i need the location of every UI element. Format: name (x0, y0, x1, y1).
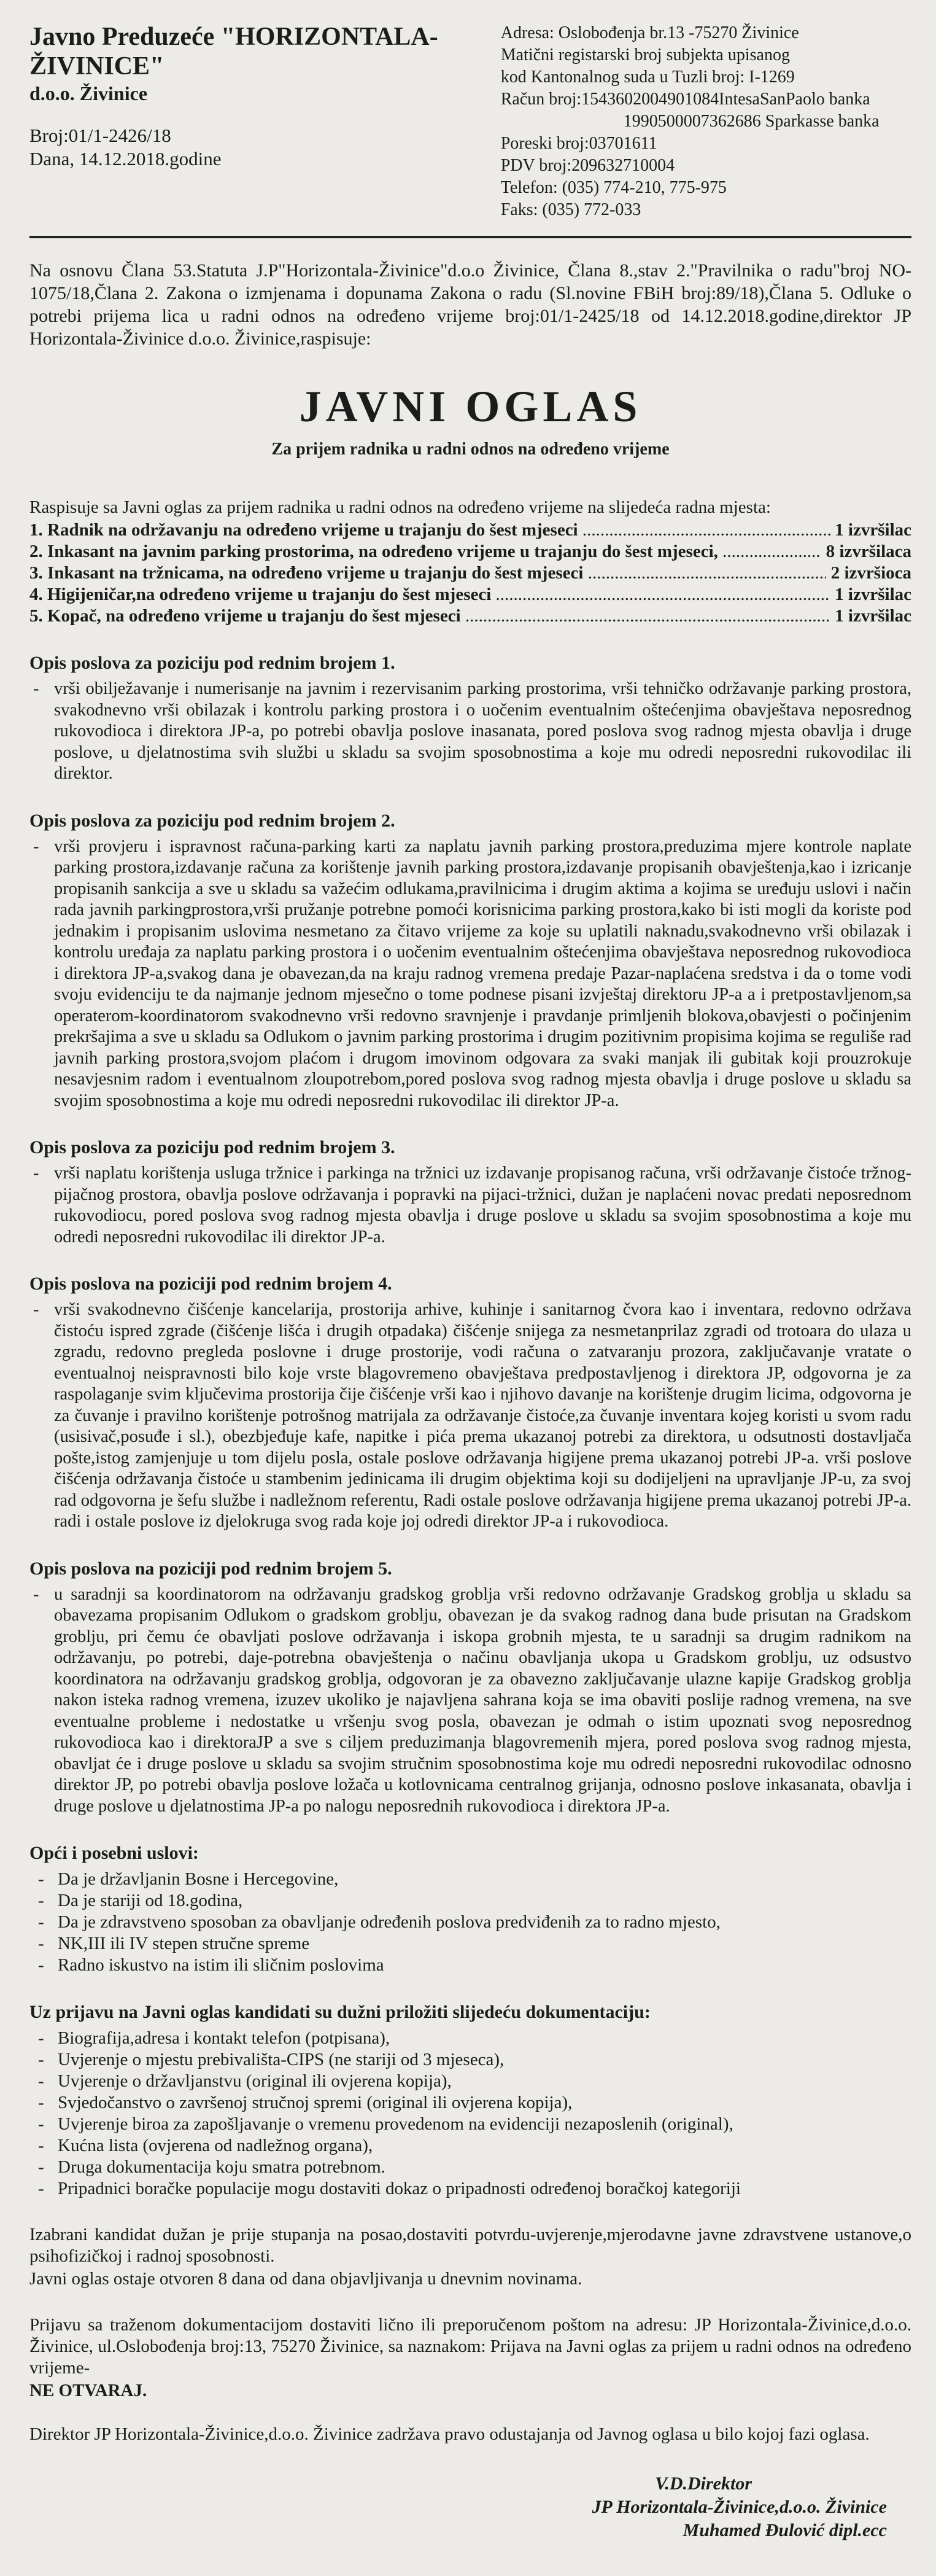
phone-number: Telefon: (035) 774-210, 775-975 (500, 178, 727, 197)
open-period-paragraph: Javni oglas ostaje otvoren 8 dana od dana objavljivanja u dnevnim novinama. (29, 2269, 582, 2289)
document-item: - Kućna lista (ovjerena od nadležnog organa), (29, 2135, 911, 2157)
position-item (29, 562, 911, 584)
leader-dots (465, 605, 830, 627)
legal-basis-paragraph: Na osnovu Člana 53.Statuta J.P"Horizontala-Živinice"d.o.o Živinice, Člana 8.,stav 2."Pravilnika o radu"broj NO-1075/18,Člana 2. Zakona o izmjenama i dopunama Zakona o radu (Sl.novine FBiH broj:89/18),Člana 5. Odluke o potrebi prijema lica u radni odnos na određeno vrijeme broj:01/1-2425/18 od 14.12.2018.godine,direktor JP Horizontala-Živinice d.o.o. Živinice,raspisuje: (29, 260, 911, 349)
company-name: Javno Preduzeće "HORIZONTALA-ŽIVINICE" (29, 23, 438, 80)
document-item: - Pripadnici boračke populacije mogu dostaviti dokaz o pripadnosti određenoj boračkoj kategoriji (29, 2178, 911, 2200)
description-text-4: - vrši svakodnevno čišćenje kancelarija, prostorija arhive, kuhinje i sanitarnog čvora kao i inventara, redovno održava čistoću ispred zgrade (čišćenje lišća i drugih otpadaka) čišćenje snijega za nesmetanprilaz zgradi od trotoara do ulaza u zgradu, redovno pregleda poslovne i druge prostorije, vodi računa o zatvaranju prozora, zaključavanje vratate o eventualnoj neispravnosti bilo koje vrste blagovremeno obavještava predpostavljenog i direktora JP, odgovorna je za raspolaganje svim ključevima prostorija čije čišćenje vrši kao i njihovo davanje na korištenje drugim licima, odgovorna je za čuvanje i pravilno korištenje potrošnog matrijala za održavanje čistoće,za čuvanje inventara kojeg koristi u svom radu (usisivač,posuđe i sl.), obezbjeđuje kafe, napitke i pića prema ukazanoj potrebi za direktora, u odsutnosti dostavljača pošte,istog zamjenjuje u tom dijelu posla, ostale poslove održavanja higijene prema ukazanoj potrebi JP-a. vrši poslove čišćenja održavanja čistoće u stambenim jedinicama ili drugim objektima koji su dodijeljeni na upravljanje JP-u, za svoj rad odgovorna je šefu službe i nadležnom referentu, Radi ostale poslove održavanja higijene prema ukazanoj potrebi JP-a. radi i ostale poslove iz djelokruga svog rada koje joj odredi direktor JP-a i rukovodioca. (29, 1299, 911, 1533)
condition-item: - Da je državljanin Bosne i Hercegovine, (29, 1869, 911, 1890)
position-count: 8 izvršilaca (821, 542, 911, 561)
position-item (29, 584, 911, 605)
description-list-4 (29, 1299, 911, 1533)
document-item: - Uvjerenje o mjestu prebivališta-CIPS (ne stariji od 3 mjeseca), (29, 2049, 911, 2071)
document-item: - Uvjerenje o državljanstvu (original ili ovjerena kopija), (29, 2071, 911, 2092)
registry-line-1: Matični registarski broj subjekta upisanog (500, 45, 790, 64)
position-count: 1 izvršilac (830, 585, 911, 604)
document-item: - Biografija,adresa i kontakt telefon (potpisana), (29, 2028, 911, 2049)
submission-paragraph: Prijavu sa traženom dokumentacijom dostaviti lično ili preporučenom poštom na adresu: JP Horizontala-Živinice,d.o.o. Živinice, ul.Oslobođenja broj:13, 75270 Živinice, sa naznakom: Prijava na Javni oglas za prijem u radni odnos na određeno vrijeme- (29, 2315, 911, 2378)
position-label: 3. Inkasant na tržnicama, na određeno vrijeme u trajanju do šest mjeseci (29, 563, 588, 583)
letterhead-left (29, 22, 501, 221)
fax-number: Faks: (035) 772-033 (500, 200, 641, 219)
do-not-open-note: NE OTVARAJ. (29, 2381, 147, 2400)
leader-dots (722, 541, 821, 562)
documents-title: Uz prijavu na Javni oglas kandidati su dužni priložiti slijedeću dokumentaciju: (29, 2002, 651, 2022)
position-label: 5. Kopač, na određeno vrijeme u trajanju do šest mjeseci (29, 606, 465, 626)
document-date: Dana, 14.12.2018.godine (29, 148, 222, 169)
conditions-title: Opći i posebni uslovi: (29, 1843, 199, 1863)
description-title-5: Opis poslova na poziciji pod rednim brojem 5. (29, 1558, 392, 1579)
position-label: 4. Higijeničar,na određeno vrijeme u trajanju do šest mjeseci (29, 585, 496, 604)
bank-account-2: 1990500007362686 Sparkasse banka (623, 112, 880, 131)
tax-number: Poreski broj:03701611 (500, 134, 657, 153)
description-text-5: - u saradnji sa koordinatorom na održavanju gradskog groblja vrši redovno održavanje Gradskog groblja u skladu sa obavezama propisanim Odlukom o gradskom groblju, obavezan je da svakog radnog dana bude prisutan na Gradskom groblju, pri čemu će obavljati poslove održavanja i iskopa grobnih mjesta, te u saradnji sa drugim radnikom na održavanju, po potrebi, daje-potrebna obavještenja o načinu obavljanja ukopa u Gradskom groblju, uz odsustvo koordinatora na održavanju gradskog groblja, odgovoran je za obavezno zaključavanje ulazne kapije Gradskog groblja nakon isteka radnog vremena, izuzev ukoliko je najavljena sahrana koja se ima obaviti poslije radnog vremena, na sve eventualne probleme i nedostatke u vršenju svog posla, obavezan je odmah o istim upoznati svog neposrednog rukovodioca kao i direktoraJP a sve s ciljem preduzimanja blagovremenih mjera, pored poslova svog radnog mjesta, obavljat će i druge poslove u skladu sa svojim stručnim sposobnostima koje mu odredi neposredni rukovodilac odnosno direktor JP, po potrebi obavlja poslove ložača u kotlovnicama centralnog grijanja, odnosno poslove inkasanata, obavlja i druge poslove u djelatnostima JP-a po nalogu neposrednih rukovodioca i direktora JP-a. (29, 1584, 911, 1818)
reference-block (29, 124, 501, 171)
position-item (29, 541, 911, 562)
company-subtitle: d.o.o. Živinice (29, 82, 148, 104)
leader-dots (582, 519, 830, 541)
document-subtitle: Za prijem radnika u radni odnos na određeno vrijeme (271, 440, 670, 459)
signatory-name: Muhamed Đulović dipl.ecc (683, 2520, 887, 2540)
position-label: 1. Radnik na održavanju na određeno vrijeme u trajanju do šest mjeseci (29, 520, 582, 540)
reservation-paragraph: Direktor JP Horizontala-Živinice,d.o.o. Živinice zadržava pravo odustajanja od Javnog oglasa u bilo kojoj fazi oglasa. (29, 2424, 870, 2444)
description-list-5 (29, 1584, 911, 1818)
conditions-list (29, 1869, 911, 1976)
condition-item: - NK,III ili IV stepen stručne spreme (29, 1933, 911, 1955)
signature-block (29, 2472, 911, 2542)
registry-line-2: kod Kantonalnog suda u Tuzli broj: I-1269 (500, 68, 795, 87)
position-count: 1 izvršilac (830, 520, 911, 540)
condition-item: - Radno iskustvo na istim ili sličnim poslovima (29, 1955, 911, 1976)
leader-dots (588, 562, 827, 584)
description-title-2: Opis poslova za poziciju pod rednim brojem 2. (29, 810, 395, 831)
description-list-2 (29, 836, 911, 1112)
description-title-1: Opis poslova za poziciju pod rednim brojem 1. (29, 653, 395, 673)
description-text-3: - vrši naplatu korištenja usluga tržnice i parkinga na tržnici uz izdavanje propisanog računa, vrši održavanje čistoće tržnog-pijačnog prostora, obavlja poslove održavanja i popravki na pijaci-tržnici, dužan je naplaćeni novac predati neposrednom rukovodiocu, pored poslova svog radnog mjesta obavlja i druge poslove u skladu sa svojim sposobnostima a koje mu odredi neposredni rukovodilac ili direktor JP-a. (29, 1163, 911, 1248)
positions-list (29, 519, 911, 627)
document-item: - Uvjerenje biroa za zapošljavanje o vremenu provedenom na evidenciji nezaposlenih (original), (29, 2114, 911, 2135)
bank-account-1: Račun broj:1543602004901084IntesaSanPaolo banka (500, 90, 870, 109)
signatory-organization: JP Horizontala-Živinice,d.o.o. Živinice (592, 2497, 887, 2517)
position-count: 2 izvršioca (826, 563, 911, 583)
vat-number: PDV broj:209632710004 (500, 156, 675, 175)
documents-list (29, 2028, 911, 2200)
description-list-1 (29, 679, 911, 785)
signatory-role: V.D.Direktor (655, 2473, 752, 2494)
selected-candidate-paragraph: Izabrani kandidat dužan je prije stupanja na posao,dostaviti potvrdu-uvjerenje,mjerodavne javne zdravstvene ustanove,o psihofizičkoj i radnoj sposobnosti. (29, 2225, 911, 2266)
document-item: - Svjedočanstvo o završenoj stručnoj spremi (original ili ovjerena kopija), (29, 2092, 911, 2114)
description-title-4: Opis poslova na poziciji pod rednim brojem 4. (29, 1274, 392, 1294)
position-item (29, 519, 911, 541)
description-list-3 (29, 1163, 911, 1248)
description-text-1: - vrši obilježavanje i numerisanje na javnim i rezervisanim parking prostorima, vrši tehničko održavanje parking prostora, svakodnevno vrši obilazak i kontrolu parking prostora i o uočenim eventualnim oštećenjima obavještava neposrednog rukovodioca i direktora JP-a, po potrebi obavlja poslove inasanata, pored poslova svog radnog mjesta obavlja i druge poslove, u djelatnostima svih službi u skladu sa svojim sposobnostima a koje mu odredi neposredni rukovodilac ili direktor. (29, 679, 911, 785)
positions-lead: Raspisuje sa Javni oglas za prijem radnika u radni odnos na određeno vrijeme na slijedeća radna mjesta: (29, 497, 771, 517)
condition-item: - Da je stariji od 18.godina, (29, 1890, 911, 1912)
position-count: 1 izvršilac (830, 606, 911, 626)
description-text-2: - vrši provjeru i ispravnost računa-parking karti za naplatu javnih parking prostora,preduzima mjere kontrole naplate parking prostora,izdavanje računa za korištenje javnih parking prostora,izdavanje propisanih obavještenja,kao i izricanje propisanih sankcija a sve u skladu sa važećim odlukama,pravilnicima i drugim aktima a kojima se uređuju uslovi i način rada javnih parkingprostora,vrši pružanje potrebne pomoći korisnicima parking prostora,kako bi isti mogli da koriste pod jednakim i propisanim uslovima nesmetano za čitavo vrijeme za koje su uplatili naknadu,svakodnevno vrši obilazak i kontrolu uređaja za naplatu parking prostora i o uočenim eventualnim oštećenjima obavještava neposrednog rukovodioca i direktora JP-a,svakog dana je obavezan,da na kraju radnog vremena predaje Pazar-naplaćena sredstva i da o tome vodi svoju evidenciju te da najmanje jednom mjesečno o tome podnese pisani izvještaj direktoru JP-a a i pretpostavljenom,sa operaterom-koordinatorom svakodnevno vrši redovno sravnjenje i pravdanje primljenih blokova,obavjesti o počinjenim prekršajima a sve u skladu sa Odlukom o javnim parking prostorima i drugim pozitivnim propisima kojima se reguliše rad javnih parking prostora,svojom plaćom i drugom imovinom odgovara za svaki manjak ili gubitak koji prouzrokuje nesavjesnim radom i eventualnom zloupotrebom,pored poslova svog radnog mjesta obavlja i druge poslove u skladu sa svojim sposobnostima a koje mu odredi neposredni rukovodilac ili direktor JP-a. (29, 836, 911, 1112)
position-label: 2. Inkasant na javnim parking prostorima, na određeno vrijeme u trajanju do šest mjeseci, (29, 542, 723, 561)
company-address: Adresa: Oslobođenja br.13 -75270 Živinice (500, 23, 799, 42)
letterhead (29, 22, 911, 221)
letterhead-right (501, 22, 911, 221)
condition-item: - Da je zdravstveno sposoban za obavljanje određenih poslova predviđenih za to radno mjesto, (29, 1912, 911, 1933)
document-title: JAVNI OGLAS (299, 382, 642, 431)
reference-number: Broj:01/1-2426/18 (29, 125, 171, 146)
position-item (29, 605, 911, 627)
leader-dots (496, 584, 830, 605)
header-divider (29, 236, 911, 238)
description-title-3: Opis poslova za poziciju pod rednim brojem 3. (29, 1137, 395, 1158)
document-item: - Druga dokumentacija koju smatra potrebnom. (29, 2157, 911, 2178)
